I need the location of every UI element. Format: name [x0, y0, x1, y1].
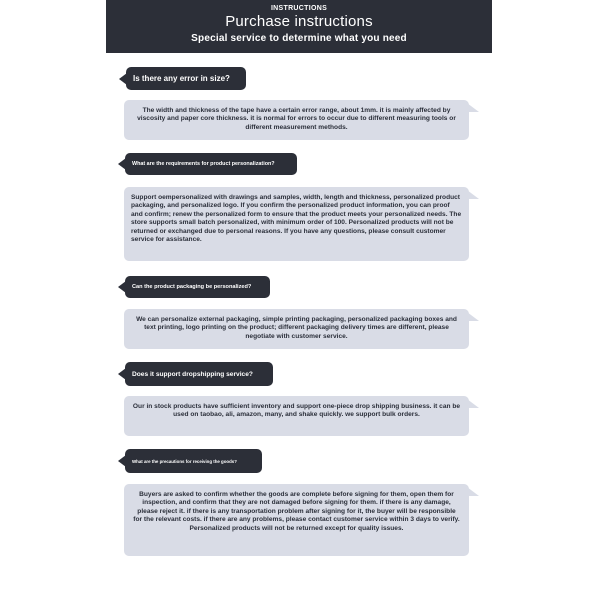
purchase-instructions-page: [106, 0, 492, 600]
faq-answer-receiving: Buyers are asked to confirm whether the goods are complete before signing for them, open them for inspection, and confirm that they are not damaged before signing for them. if there is any damage, please reject it. if there is any transportation problem after signing for it, the buyer will be responsible for the relevant costs. if there are any problems, please contact customer service within 3 days to verify. Personalized products will not be returned except for quality issues.: [124, 484, 469, 556]
faq-question-personalization: What are the requirements for product personalization?: [125, 153, 297, 175]
header-kicker: INSTRUCTIONS: [270, 5, 328, 12]
faq-question-dropshipping: Does it support dropshipping service?: [125, 362, 273, 386]
faq-answer-dropshipping: Our in stock products have sufficient inventory and support one-piece drop shipping business. it can be used on taobao, ali, amazon, many, and shake quickly. we support bulk orders.: [124, 396, 469, 436]
faq-answer-personalization: Support oempersonalized with drawings and samples, width, length and thickness, personalized product packaging, and personalized logo. If you confirm the personalized product information, you can proof and confirm; renew the personalized form to ensure that the product meets your personalized needs. The store supports small batch personalized, with minimum order of 100. Personalized products will not be returned or exchanged due to personal reasons. If you have any questions, please consult customer service for assistance.: [124, 187, 469, 261]
faq-question-packaging: Can the product packaging be personalized?: [125, 276, 270, 298]
faq-answer-size-error: The width and thickness of the tape have a certain error range, about 1mm. it is mainly affected by viscosity and paper core thickness. it is normal for errors to occur due to different measuring tools or different measurement methods.: [124, 100, 469, 140]
page-title: Purchase instructions: [225, 13, 373, 30]
page-subtitle: Special service to determine what you need: [191, 33, 407, 44]
faq-question-receiving: What are the precautions for receiving the goods?: [125, 449, 262, 473]
faq-answer-packaging: We can personalize external packaging, simple printing packaging, personalized packaging boxes and text printing, logo printing on the product; different packaging delivery times are different, please negotiate with customer service.: [124, 309, 469, 349]
header-banner: [106, 0, 492, 53]
faq-question-size-error: Is there any error in size?: [126, 67, 246, 90]
